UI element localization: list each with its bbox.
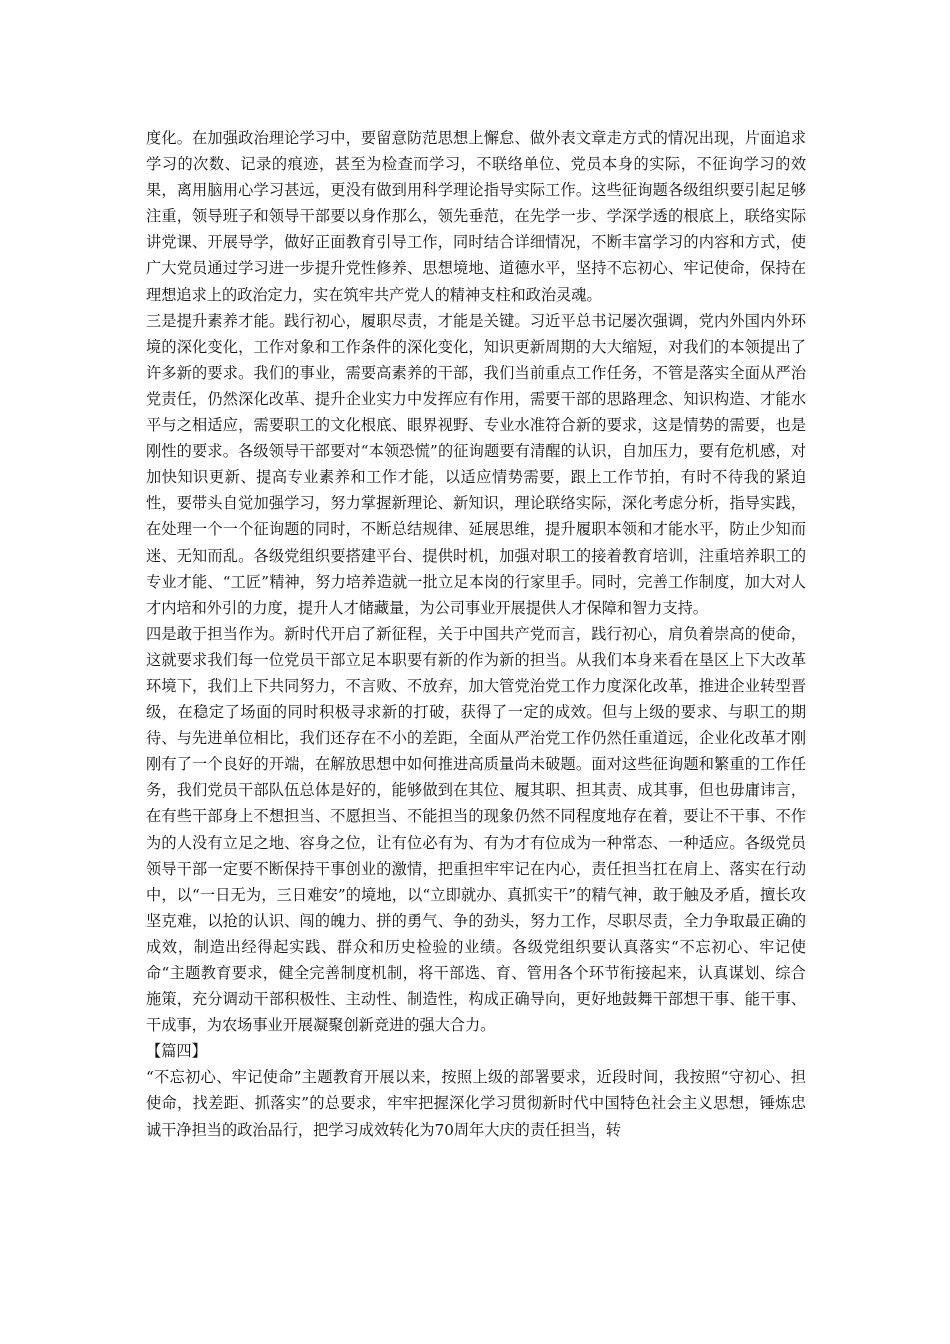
paragraph-point-four: 四是敢于担当作为。新时代开启了新征程，关于中国共产党而言，践行初心，肩负着崇高的使命，这就要求我们每一位党员干部立足本职要有新的作为新的担当。从我们本身来看在垦区上下大改革环境下，我们上下共同努力，不言败、不放弃，加大管党治党工作力度深化改革，推进企业转型晋级，在稳定了场面的同时积极寻求新的打破，获得了一定的成效。但与上级的要求、与职工的期待、与先进单位相比，我们还存在不小的差距，全面从严治党工作仍然任重道远，企业化改革才刚刚有了一个良好的开端，在解放思想中如何推进高质量尚未破题。面对这些征询题和繁重的工作任务，我们党员干部队伍总体是好的，能够做到在其位、履其职、担其责、成其事，但也毋庸讳言，在有些干部身上不想担当、不愿担当、不能担当的现象仍然不同程度地存在着，要让不干事、不作为的人没有立足之地、容身之位，让有位必有为、有为才有位成为一种常态、一种适应。各级党员领导干部一定要不断保持干事创业的激情，把重担牢牢记在内心，责任担当扛在肩上、落实在行动中，以“一日无为，三日难安”的境地，以“立即就办、真抓实干”的精气神，敢于触及矛盾，擅长攻坚克难，以抢的认识、闯的魄力、拼的勇气、争的劲头，努力工作，尽职尽责，全力争取最正确的成效，制造出经得起实践、群众和历史检验的业绩。各级党组织要认真落实“不忘初心、牢记使命“主题教育要求，健全完善制度机制，将干部选、育、管用各个环节衔接起来，认真谋划、综合施策，充分调动干部积极性、主动性、制造性，构成正确导向，更好地鼓舞干部想干事、能干事、干成事，为农场事业开展凝聚创新竞进的强大合力。 [146,624,806,1035]
paragraph-continuation: 度化。在加强政治理论学习中，要留意防范思想上懈怠、做外表文章走方式的情况出现，片面追求学习的次数、记录的痕迹，甚至为检查而学习，不联络单位、党员本身的实际，不征询学习的效果，离用脑用心学习甚远，更没有做到用科学理论指导实际工作。这些征询题各级组织要引起足够注重，领导班子和领导干部要以身作那么，领先垂范，在先学一步、学深学透的根底上，联络实际讲党课、开展导学，做好正面教育引导工作，同时结合详细情况，不断丰富学习的内容和方式，使广大党员通过学习进一步提升党性修养、思想境地、道德水平，坚持不忘初心、牢记使命，保持在理想追求上的政治定力，实在筑牢共产党人的精神支柱和政治灵魂。 [146,129,806,304]
paragraph-part-four-intro: “不忘初心、牢记使命”主题教育开展以来，按照上级的部署要求，近段时间，我按照“守初心、担使命，找差距、抓落实”的总要求，牢牢把握深化学习贯彻新时代中国特色社会主义思想，锤炼忠诚干净担当的政治品行，把学习成效转化为70周年大庆的责任担当，转 [146,1068,806,1139]
document-body [146,125,806,1143]
section-heading-part-four: 【篇四】 [146,1042,207,1061]
paragraph-point-three: 三是提升素养才能。践行初心，履职尽责，才能是关键。习近平总书记屡次强调，党内外国内外环境的深化变化，工作对象和工作条件的深化变化，知识更新周期的大大缩短，对我们的本领提出了许多新的要求。我们的事业，需要高素养的干部，我们当前重点工作任务，不管是落实全面从严治党责任，仍然深化改革、提升企业实力中发挥应有作用，需要干部的思路理念、知识构造、才能水平与之相适应，需要职工的文化根底、眼界视野、专业水准符合新的要求，这是情势的需要，也是刚性的要求。各级领导干部要对“本领恐慌”的征询题要有清醒的认识，自加压力，要有危机感，对加快知识更新、提高专业素养和工作才能，以适应情势需要，跟上工作节拍，有时不待我的紧迫性，要带头自觉加强学习，努力掌握新理论、新知识，理论联络实际，深化考虑分析，指导实践，在处理一个一个征询题的同时，不断总结规律、延展思维，提升履职本领和才能水平，防止少知而迷、无知而乱。各级党组织要搭建平台、提供时机，加强对职工的接着教育培训，注重培养职工的专业才能、“工匠”精神，努力培养造就一批立足本岗的行家里手。同时，完善工作制度，加大对人才内培和外引的力度，提升人才储藏量，为公司事业开展提供人才保障和智力支持。 [146,311,806,617]
